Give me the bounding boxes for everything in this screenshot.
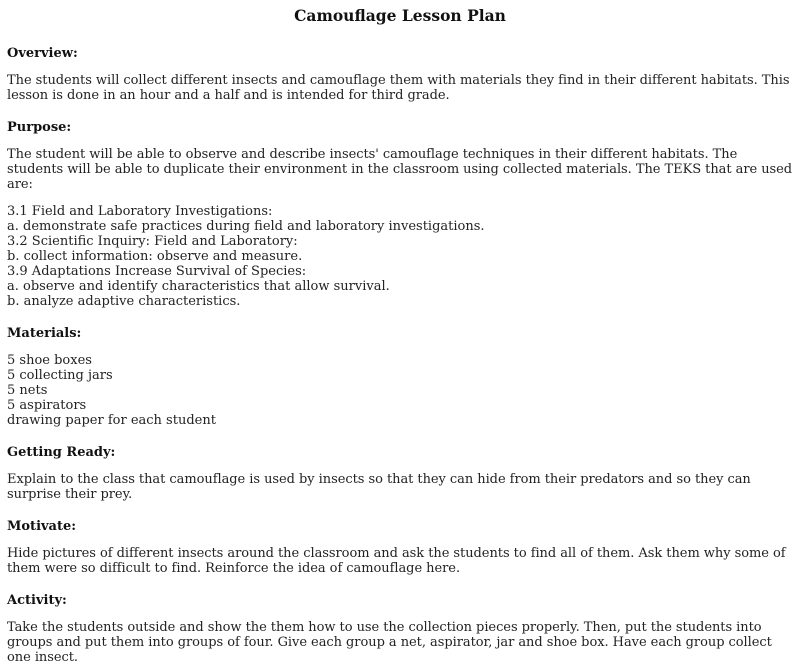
overview-section xyxy=(7,46,793,103)
materials-item: 5 collecting jars xyxy=(7,368,113,383)
motivate-section xyxy=(7,519,793,576)
teks-item: 3.2 Scientific Inquiry: Field and Laboratory: xyxy=(7,234,298,249)
activity-text: Take the students outside and show the them how to use the collection pieces properly. Then, put the students into groups and put them into groups of four. Give each group a net, aspirator, jar and shoe box. Have each group collect one insect. xyxy=(7,620,772,665)
getting-ready-text: Explain to the class that camouflage is used by insects so that they can hide from their predators and so they can surprise their prey. xyxy=(7,472,751,502)
purpose-text: The student will be able to observe and describe insects' camouflage techniques in their different habitats. The students will be able to duplicate their environment in the classroom using collected materials. The TEKS that are used are: xyxy=(7,147,793,192)
teks-item: b. analyze adaptive characteristics. xyxy=(7,294,241,309)
teks-list xyxy=(7,204,793,309)
teks-item: b. collect information: observe and measure. xyxy=(7,249,303,264)
purpose-heading: Purpose: xyxy=(7,120,72,135)
purpose-section xyxy=(7,120,793,309)
motivate-text: Hide pictures of different insects around the classroom and ask the students to find all of them. Ask them why some of them were so difficult to find. Reinforce the idea of camouflage here. xyxy=(7,546,786,576)
materials-item: 5 shoe boxes xyxy=(7,353,92,368)
teks-item: 3.1 Field and Laboratory Investigations: xyxy=(7,204,273,219)
teks-item: a. observe and identify characteristics that allow survival. xyxy=(7,279,390,294)
page-title: Camouflage Lesson Plan xyxy=(294,6,506,25)
overview-text: The students will collect different insects and camouflage them with materials they find in their different habitats. This lesson is done in an hour and a half and is intended for third grade. xyxy=(7,73,790,103)
getting-ready-heading: Getting Ready: xyxy=(7,445,116,460)
activity-section xyxy=(7,593,793,665)
activity-heading: Activity: xyxy=(7,593,67,608)
teks-item: 3.9 Adaptations Increase Survival of Species: xyxy=(7,264,307,279)
materials-section xyxy=(7,326,793,428)
motivate-heading: Motivate: xyxy=(7,519,77,534)
materials-item: 5 aspirators xyxy=(7,398,87,413)
getting-ready-section xyxy=(7,445,793,502)
materials-heading: Materials: xyxy=(7,326,82,341)
overview-heading: Overview: xyxy=(7,46,78,61)
materials-list xyxy=(7,353,793,428)
materials-item: 5 nets xyxy=(7,383,48,398)
teks-item: a. demonstrate safe practices during field and laboratory investigations. xyxy=(7,219,485,234)
materials-item: drawing paper for each student xyxy=(7,413,216,428)
